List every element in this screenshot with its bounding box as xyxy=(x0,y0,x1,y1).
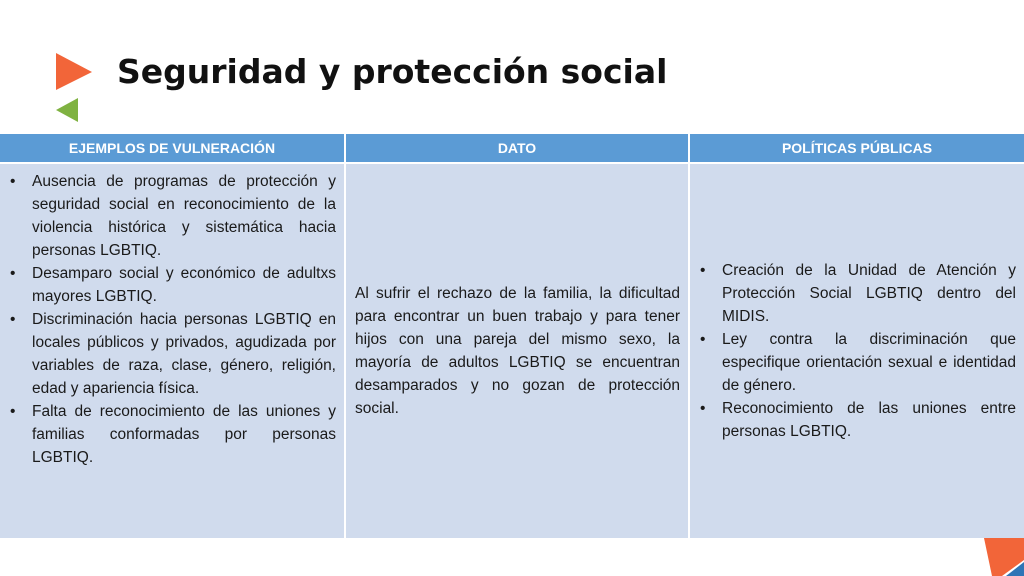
header-politicas-publicas: POLÍTICAS PÚBLICAS xyxy=(689,134,1024,163)
table-row xyxy=(0,163,1024,538)
policy-table xyxy=(0,134,1024,538)
dato-cell xyxy=(345,163,689,538)
table-header-row xyxy=(0,134,1024,163)
arrows-logo-icon xyxy=(52,50,96,124)
dato-text: Al sufrir el rechazo de la familia, la dificultad para encontrar un buen trabajo y para tener hijos con una pareja del mismo sexo, la mayoría de adultos LGBTIQ se encuentran desamparados y no gozan de protección social. xyxy=(355,285,680,417)
politicas-cell xyxy=(689,163,1024,538)
vulneraciones-list xyxy=(8,170,336,469)
header-dato: DATO xyxy=(345,134,689,163)
corner-decoration-icon xyxy=(984,538,1024,576)
list-item: • Desamparo social y económico de adultxs mayores LGBTIQ. xyxy=(8,262,336,308)
orange-arrow-right-icon xyxy=(56,53,92,90)
green-arrow-left-icon xyxy=(56,98,78,122)
header-ejemplos-vulneracion: EJEMPLOS DE VULNERACIÓN xyxy=(0,134,345,163)
vulneraciones-cell xyxy=(0,163,345,538)
list-item: • Ausencia de programas de protección y seguridad social en reconocimiento de la violencia histórica y sistemática hacia personas LGBTIQ. xyxy=(8,170,336,262)
list-item: • Falta de reconocimiento de las uniones y familias conformadas por personas LGBTIQ. xyxy=(8,400,336,469)
list-item: • Discriminación hacia personas LGBTIQ en locales públicos y privados, agudizada por variables de raza, clase, género, religión, edad y apariencia física. xyxy=(8,308,336,400)
list-item: • Reconocimiento de las uniones entre personas LGBTIQ. xyxy=(698,397,1016,443)
list-item: • Ley contra la discriminación que especifique orientación sexual e identidad de género. xyxy=(698,328,1016,397)
slide-title: Seguridad y protección social xyxy=(117,52,668,91)
politicas-list xyxy=(698,259,1016,443)
list-item: • Creación de la Unidad de Atención y Protección Social LGBTIQ dentro del MIDIS. xyxy=(698,259,1016,328)
